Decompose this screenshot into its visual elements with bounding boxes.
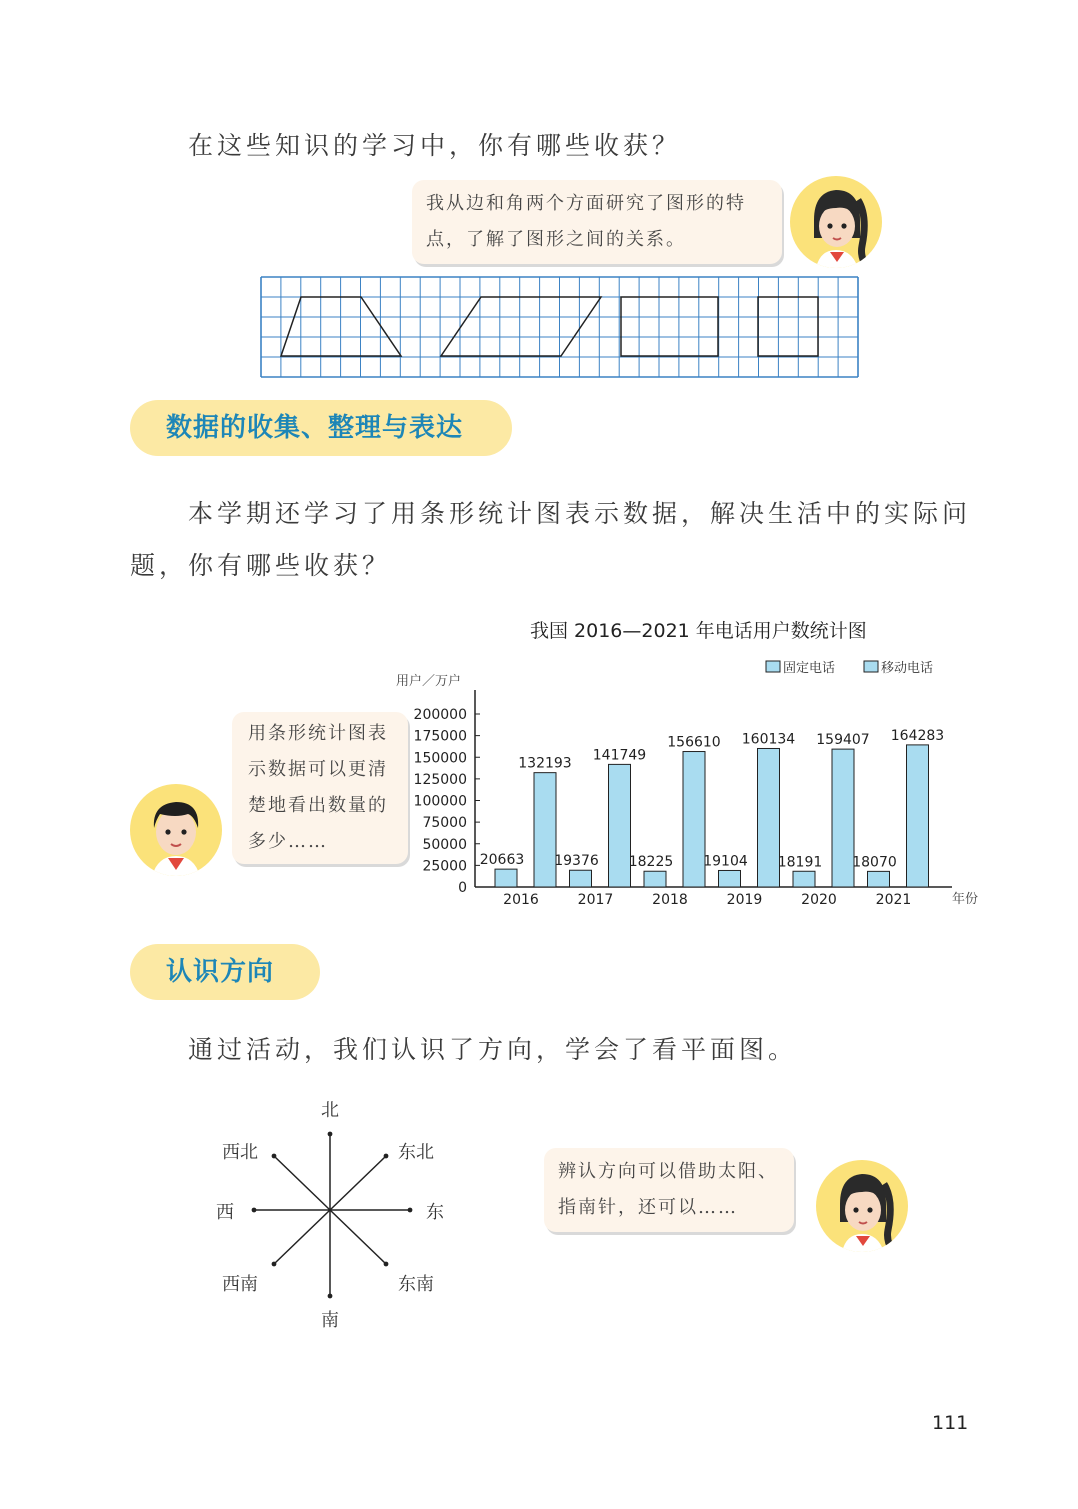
bar [570,870,592,887]
bubble-line: 我从边和角两个方面研究了图形的特 [426,193,746,214]
compass-south-label: 南 [321,1310,339,1331]
data-label: 20663 [479,852,525,869]
chart-title: 我国 2016—2021 年电话用户数统计图 [530,620,867,642]
compass-northwest-label: 西北 [222,1142,258,1163]
bubble-line: 用条形统计图表 [248,723,388,744]
data-label: 18191 [777,854,823,871]
x-axis-label: 年份 [952,892,979,907]
bubble-line: 多少…… [248,831,328,852]
speech-bubble-shapes [412,180,782,264]
y-tick-label: 50000 [422,836,467,853]
bubble-line: 楚地看出数量的 [248,795,388,816]
y-tick-label: 75000 [422,815,467,832]
question-1: 在这些知识的学习中，你有哪些收获？ [188,131,682,160]
paragraph-2-line-2: 题，你有哪些收获？ [130,551,392,580]
compass-east-label: 东 [426,1202,444,1223]
bubble-line: 辨认方向可以借助太阳、 [558,1161,778,1182]
compass-southwest-label: 西南 [222,1274,258,1295]
x-tick-label: 2020 [801,892,837,908]
data-label: 160134 [741,731,796,748]
boy-avatar [130,784,222,876]
bar [832,749,854,887]
y-tick-label: 25000 [422,858,467,875]
rectangle-shape [621,297,718,356]
bar [644,871,666,887]
speech-bubble-direction [544,1148,794,1232]
data-label: 164283 [890,727,945,744]
data-label: 18225 [628,854,674,871]
y-tick-label: 100000 [413,793,467,810]
bubble-line: 指南针，还可以…… [558,1197,738,1218]
bar [907,745,929,887]
y-tick-label: 200000 [413,707,467,723]
data-label: 19376 [554,853,599,870]
data-label: 159407 [816,732,870,749]
paragraph-3: 通过活动，我们认识了方向，学会了看平面图。 [188,1035,798,1064]
square-shape [758,297,818,356]
legend-swatch [864,661,878,672]
data-label: 132193 [518,755,572,772]
parallelogram-shape [441,297,601,356]
data-label: 141749 [592,747,647,764]
y-tick-label: 150000 [413,750,467,767]
section-title-data: 数据的收集、整理与表达 [130,400,512,456]
data-label: 156610 [667,734,721,751]
y-tick-label: 175000 [413,728,467,745]
x-tick-label: 2018 [652,892,688,908]
bar-chart [380,650,1000,914]
x-tick-label: 2021 [875,892,912,908]
compass-north-label: 北 [321,1100,339,1121]
y-tick-label: 0 [458,880,467,896]
compass-diagram [240,1120,420,1300]
compass-northeast-label: 东北 [398,1142,434,1163]
speech-bubble-bar-chart [232,712,408,864]
data-label: 19104 [703,853,748,870]
y-tick-label: 125000 [413,771,467,788]
compass-southeast-label: 东南 [398,1274,434,1295]
y-axis-label: 用户／万户 [396,674,462,689]
bubble-line: 点，了解了图形之间的关系。 [426,229,686,250]
data-label: 18070 [852,854,897,871]
x-tick-label: 2019 [726,892,763,908]
bar [609,764,631,887]
bar [534,773,556,887]
bar [793,871,815,887]
legend-label: 移动电话 [881,661,934,676]
legend-swatch [766,661,780,672]
girl-avatar [790,176,882,268]
section-title-direction: 认识方向 [130,944,320,1000]
bar [495,869,517,887]
grid-lines [261,277,858,377]
page-number: 111 [932,1412,969,1434]
paragraph-2-line-1: 本学期还学习了用条形统计图表示数据，解决生活中的实际问 [188,499,972,528]
x-tick-label: 2016 [503,892,539,908]
legend-label: 固定电话 [783,661,836,676]
bar [719,870,741,887]
bar [868,871,890,887]
girl-avatar [816,1160,908,1252]
bar [683,752,705,887]
bar [758,748,780,887]
bubble-line: 示数据可以更清 [248,759,388,780]
shape-grid [260,276,860,380]
x-tick-label: 2017 [577,892,614,908]
compass-west-label: 西 [216,1202,234,1223]
